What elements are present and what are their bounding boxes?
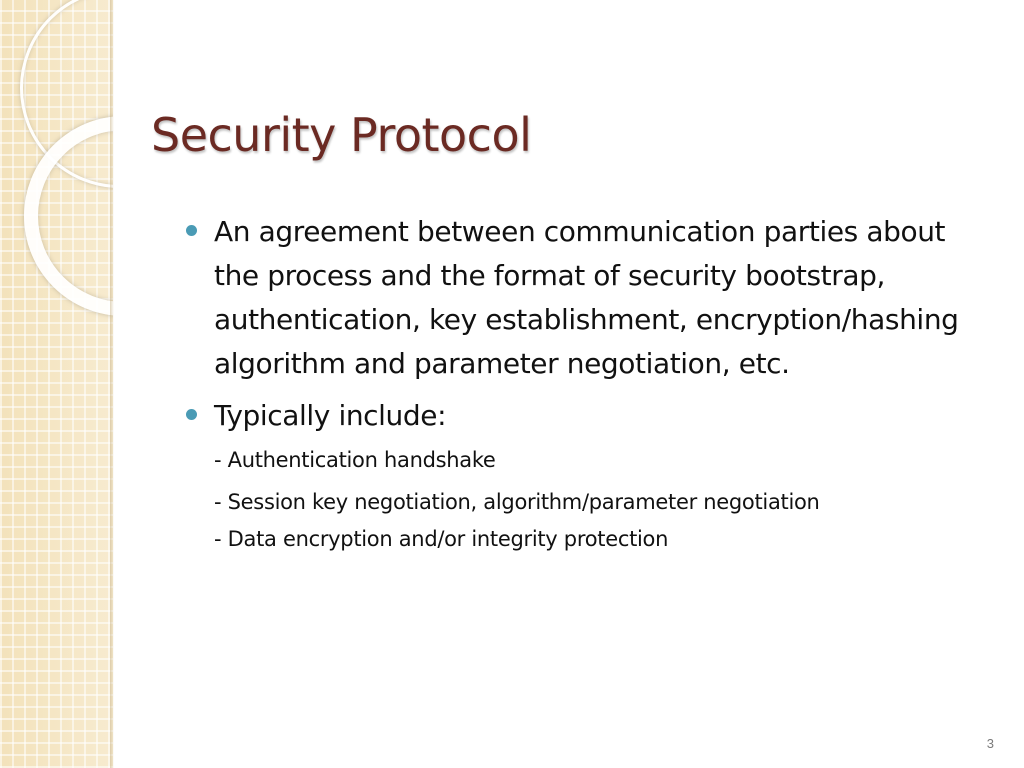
bullet-item-typically-include <box>182 394 962 438</box>
slide-content <box>182 210 962 551</box>
sub-item-session-key: - Session key negotiation, algorithm/parameter negotiation <box>214 490 820 514</box>
bullet-dot-icon <box>186 409 197 420</box>
decorative-ring-bottom <box>24 116 113 316</box>
sub-item-data-encryption: - Data encryption and/or integrity protection <box>214 527 669 551</box>
slide-title: Security Protocol <box>151 108 532 162</box>
decorative-side-panel <box>0 0 113 768</box>
sub-item-authentication: - Authentication handshake <box>214 448 496 472</box>
page-number: 3 <box>986 736 994 751</box>
side-panel-edge <box>110 0 114 768</box>
bullet-dot-icon <box>186 225 197 236</box>
bullet-item-definition <box>182 210 962 386</box>
bullet-text: Typically include: <box>214 399 447 432</box>
bullet-text: An agreement between communication parties about the process and the format of security bootstrap, authentication, key establishment, encryption/hashing algorithm and parameter negotiation, etc. <box>214 215 959 380</box>
